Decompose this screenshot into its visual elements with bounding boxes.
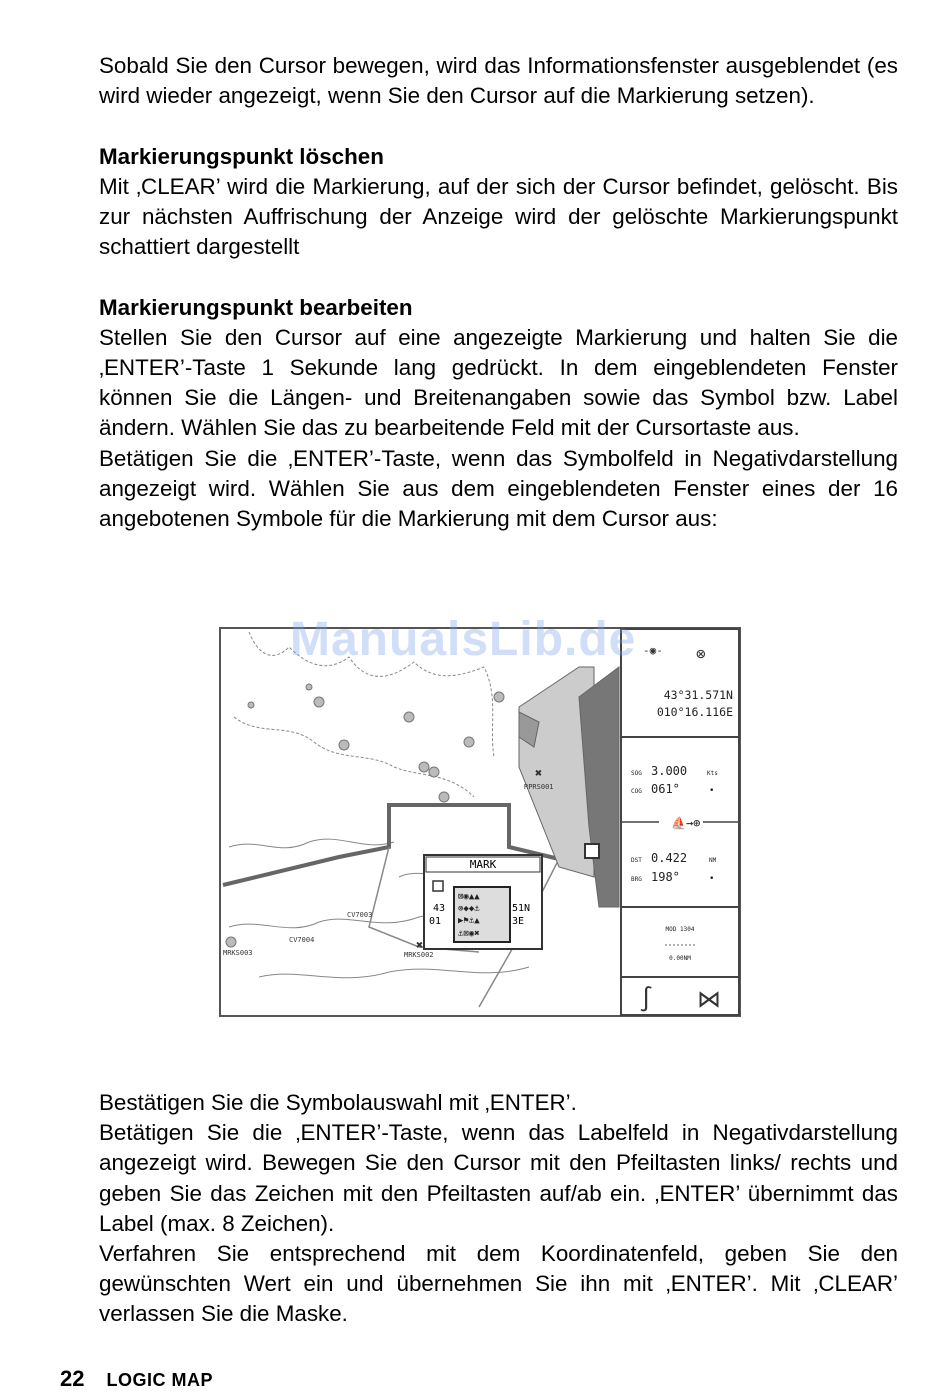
- watermark: ManualsLib.de: [290, 613, 637, 666]
- dst-value: 0.422: [651, 851, 688, 865]
- place-label-5: MRKS003: [223, 949, 253, 957]
- brg-label: BRG: [631, 876, 642, 883]
- cog-label: COG: [631, 788, 642, 795]
- sog-label: SOG: [631, 770, 642, 777]
- scale-value: 0.00NM: [669, 955, 691, 962]
- chart-plotter-screenshot: [219, 627, 741, 1017]
- sog-value: 3.000: [651, 764, 688, 778]
- dst-label: DST: [631, 857, 642, 864]
- nav-icon: ⛵→⊕: [671, 816, 701, 830]
- svg-text:•: •: [709, 874, 715, 884]
- svg-text:•: •: [709, 786, 715, 796]
- sog-unit: Kts: [707, 770, 718, 777]
- paragraph-confirm-symbol: Bestätigen Sie die Symbolauswahl mit ‚ENTER’.: [99, 1090, 577, 1115]
- svg-text:✖: ✖: [535, 766, 543, 780]
- heading-edit-mark: Markierungspunkt bearbeiten: [99, 294, 413, 320]
- page-footer: [60, 1366, 213, 1392]
- place-label-4: MRKS002: [404, 951, 434, 959]
- mod-label: MOD 1304: [665, 926, 695, 933]
- heading-delete-mark: Markierungspunkt löschen: [99, 143, 384, 169]
- footer-title: LOGIC MAP: [106, 1370, 213, 1390]
- svg-text:⚓⊠◉✖: ⚓⊠◉✖: [458, 929, 480, 939]
- paragraph-edit-mark: Stellen Sie den Cursor auf eine angezeigte Markierung und halten Sie die ‚ENTER’-Taste 1 Sekunde lang gedrückt. In dem eingeblendeten Fenster können Sie die Längen- und Breitenangaben sowie das Symbol bzw. Label ändern. Wählen Sie das zu bearbeitende Feld mit der Cursortaste aus.: [99, 324, 898, 441]
- side-panel: [621, 629, 739, 1015]
- svg-text:⊠◉▲▲: ⊠◉▲▲: [458, 892, 480, 902]
- brg-value: 198°: [651, 870, 680, 884]
- cursor-icon: -◉-: [643, 644, 663, 657]
- page-number: 22: [60, 1366, 85, 1391]
- place-label-2: CV7003: [347, 911, 373, 919]
- paragraph-symbol-select: Betätigen Sie die ‚ENTER’-Taste, wenn das Symbolfeld in Negativdarstellung angezeigt wird. Wählen Sie aus dem eingeblendeten Fenster eines der 16 angebotenen Symbole für die Markierung mit dem Cursor aus:: [99, 445, 898, 532]
- mark-window: [424, 855, 542, 949]
- svg-text:▶⚑⚓▲: ▶⚑⚓▲: [458, 916, 480, 926]
- latitude-readout: 43°31.571N: [663, 688, 733, 702]
- mark-coord-1: 43: [433, 903, 446, 914]
- mark-coord-2-suffix: 3E: [512, 916, 525, 927]
- paragraph-cursor-info: Sobald Sie den Cursor bewegen, wird das Informationsfenster ausgeblendet (es wird wieder angezeigt, wenn Sie den Cursor auf die Markierung setzen).: [99, 53, 898, 109]
- cog-value: 061°: [651, 782, 680, 796]
- gps-satellite-icon: ⊗: [696, 644, 706, 663]
- bottom-text-block: [99, 1088, 898, 1330]
- longitude-readout: 010°16.116E: [656, 705, 733, 719]
- mark-window-title: MARK: [469, 858, 497, 871]
- paragraph-coordinate-field: Verfahren Sie entsprechend mit dem Koordinatenfeld, geben Sie den gewünschten Wert ein und übernehmen Sie ihn mit ‚ENTER’. Mit ‚CLEAR’ verlassen Sie die Maske.: [99, 1241, 898, 1327]
- scroll-icon: ∫: [639, 985, 654, 1013]
- mark-coord-1-suffix: 51N: [512, 903, 531, 914]
- svg-text:⊗◆◆⚓: ⊗◆◆⚓: [458, 904, 480, 914]
- svg-text:✖: ✖: [416, 938, 424, 952]
- paragraph-delete-mark: Mit ‚CLEAR’ wird die Markierung, auf der sich der Cursor befindet, gelöscht. Bis zur nächsten Auffrischung der Anzeige wird der gelöschte Markierungspunkt schattiert dargestellt: [99, 173, 898, 260]
- paragraph-label-field: Betätigen Sie die ‚ENTER’-Taste, wenn das Labelfeld in Negativdarstellung angezeigt wird. Bewegen Sie den Cursor mit den Pfeiltasten links/ rechts und geben Sie das Zeichen mit den Pfeiltasten auf/ab ein. ‚ENTER’ übernimmt das Label (max. 8 Zeichen).: [99, 1120, 898, 1236]
- top-text-block: [99, 51, 898, 534]
- mark-coord-2: 01: [429, 916, 442, 927]
- dst-unit: NM: [709, 857, 717, 864]
- bowtie-icon: ⋈: [697, 985, 721, 1013]
- place-label-3: CV7004: [289, 936, 315, 944]
- place-label-1: RPRS001: [524, 783, 554, 791]
